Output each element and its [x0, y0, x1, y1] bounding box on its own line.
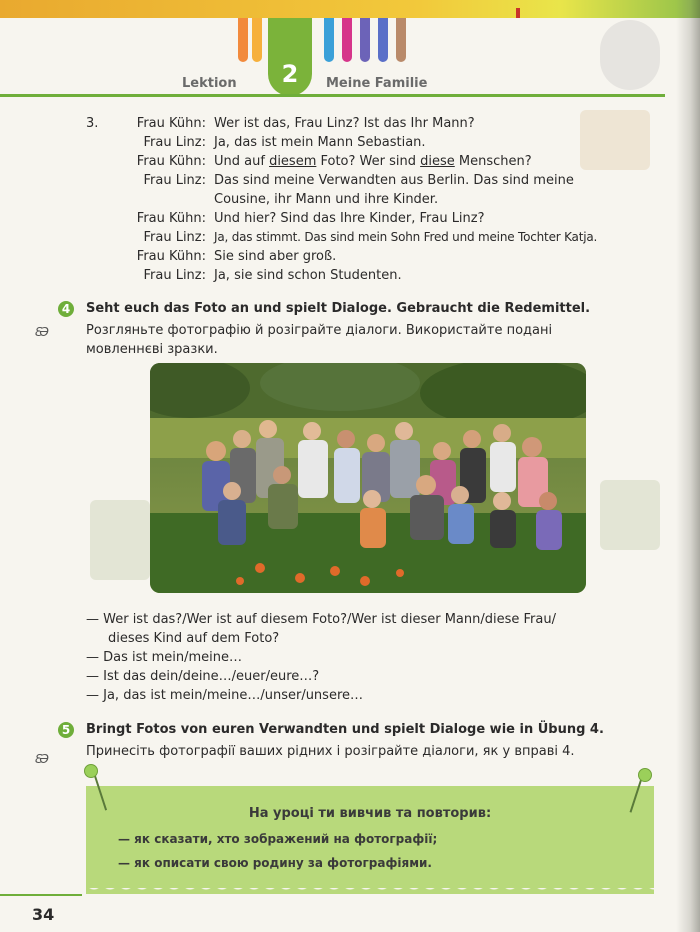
speaker: Frau Kühn:: [136, 116, 206, 131]
summary-item: — як сказати, хто зображений на фотографії;: [118, 832, 438, 846]
color-tab: [378, 18, 388, 62]
bleed-through-shape: [600, 480, 660, 550]
exercise-4-number: 4: [58, 301, 74, 317]
dialog-line: Ja, sie sind schon Studenten.: [214, 268, 402, 283]
color-tabs-right: [324, 18, 406, 64]
family-photo: [150, 363, 586, 593]
lesson-label: Lektion: [182, 76, 237, 91]
phrase-item: — Wer ist das?/Wer ist auf diesem Foto?/Wer ist dieser Mann/diese Frau/: [86, 612, 556, 627]
summary-title: На уроці ти вивчив та повторив:: [248, 806, 492, 821]
exercise-5-instruction-ua: Принесіть фотографії ваших рідних і розіграйте діалоги, як у вправі 4.: [86, 744, 575, 759]
page-number: 34: [32, 905, 55, 924]
exercise-5-instruction-de: Bringt Fotos von euren Verwandten und spielt Dialoge wie in Übung 4.: [86, 722, 604, 737]
summary-item: — як описати свою родину за фотографіями.: [118, 856, 432, 870]
bleed-through-shape: [580, 110, 650, 170]
speaker: Frau Kühn:: [136, 211, 206, 226]
pair-work-icon: ƐƏ: [34, 325, 47, 339]
phrase-item: — Ist das dein/deine…/euer/eure…?: [86, 669, 320, 684]
color-tab: [360, 18, 370, 62]
exercise-4-instruction-de: Seht euch das Foto an und spielt Dialoge. Gebraucht die Redemittel.: [86, 301, 591, 316]
color-tab: [324, 18, 334, 62]
dialog-line: Und auf diesem Foto? Wer sind diese Menschen?: [214, 154, 532, 169]
speaker: Frau Linz:: [143, 135, 206, 150]
color-tab: [238, 18, 248, 62]
phrase-item: dieses Kind auf dem Foto?: [108, 631, 280, 646]
bleed-through-shape: [600, 20, 660, 90]
color-tab: [342, 18, 352, 62]
speaker: Frau Linz:: [143, 230, 206, 245]
exercise-4-instruction-ua: Розгляньте фотографію й розіграйте діалоги. Використайте подані мовленнєві зразки.: [86, 323, 553, 357]
dialog-line: Wer ist das, Frau Linz? Ist das Ihr Mann?: [214, 116, 475, 131]
dialog-line: Sie sind aber groß.: [214, 249, 337, 264]
phrase-item: — Ja, das ist mein/meine…/unser/unsere…: [86, 688, 363, 703]
footer-rule: [0, 894, 82, 896]
dialog-line: Das sind meine Verwandten aus Berlin. Das sind meine: [214, 173, 574, 188]
page-gutter-shadow: [676, 0, 700, 932]
dialog-line: Ja, das stimmt. Das sind mein Sohn Fred und meine Tochter Katja.: [214, 230, 598, 244]
summary-box: [86, 786, 654, 888]
top-color-stripe: [0, 0, 700, 18]
speaker: Frau Kühn:: [136, 249, 206, 264]
exercise-5-number: 5: [58, 722, 74, 738]
pair-work-icon: ƐƏ: [34, 752, 47, 766]
bleed-through-shape: [90, 500, 150, 580]
color-tab: [396, 18, 406, 62]
lesson-title: Meine Familie: [326, 76, 428, 91]
pin-icon: [638, 768, 652, 782]
color-tab: [252, 18, 262, 62]
dialog-line: Ja, das ist mein Mann Sebastian.: [214, 135, 426, 150]
dialog-line: Und hier? Sind das Ihre Kinder, Frau Linz?: [214, 211, 485, 226]
phrase-item: — Das ist mein/meine…: [86, 650, 243, 665]
phrase-list: [86, 610, 556, 705]
speaker: Frau Kühn:: [136, 154, 206, 169]
speaker: Frau Linz:: [143, 173, 206, 188]
dialog-number: 3.: [86, 116, 99, 131]
speaker: Frau Linz:: [143, 268, 206, 283]
pin-icon: [84, 764, 98, 778]
header-rule: [0, 94, 665, 97]
color-tabs-left: [238, 18, 248, 64]
dialog-line: Cousine, ihr Mann und ihre Kinder.: [214, 192, 439, 207]
lesson-number-badge: 2: [268, 18, 312, 96]
